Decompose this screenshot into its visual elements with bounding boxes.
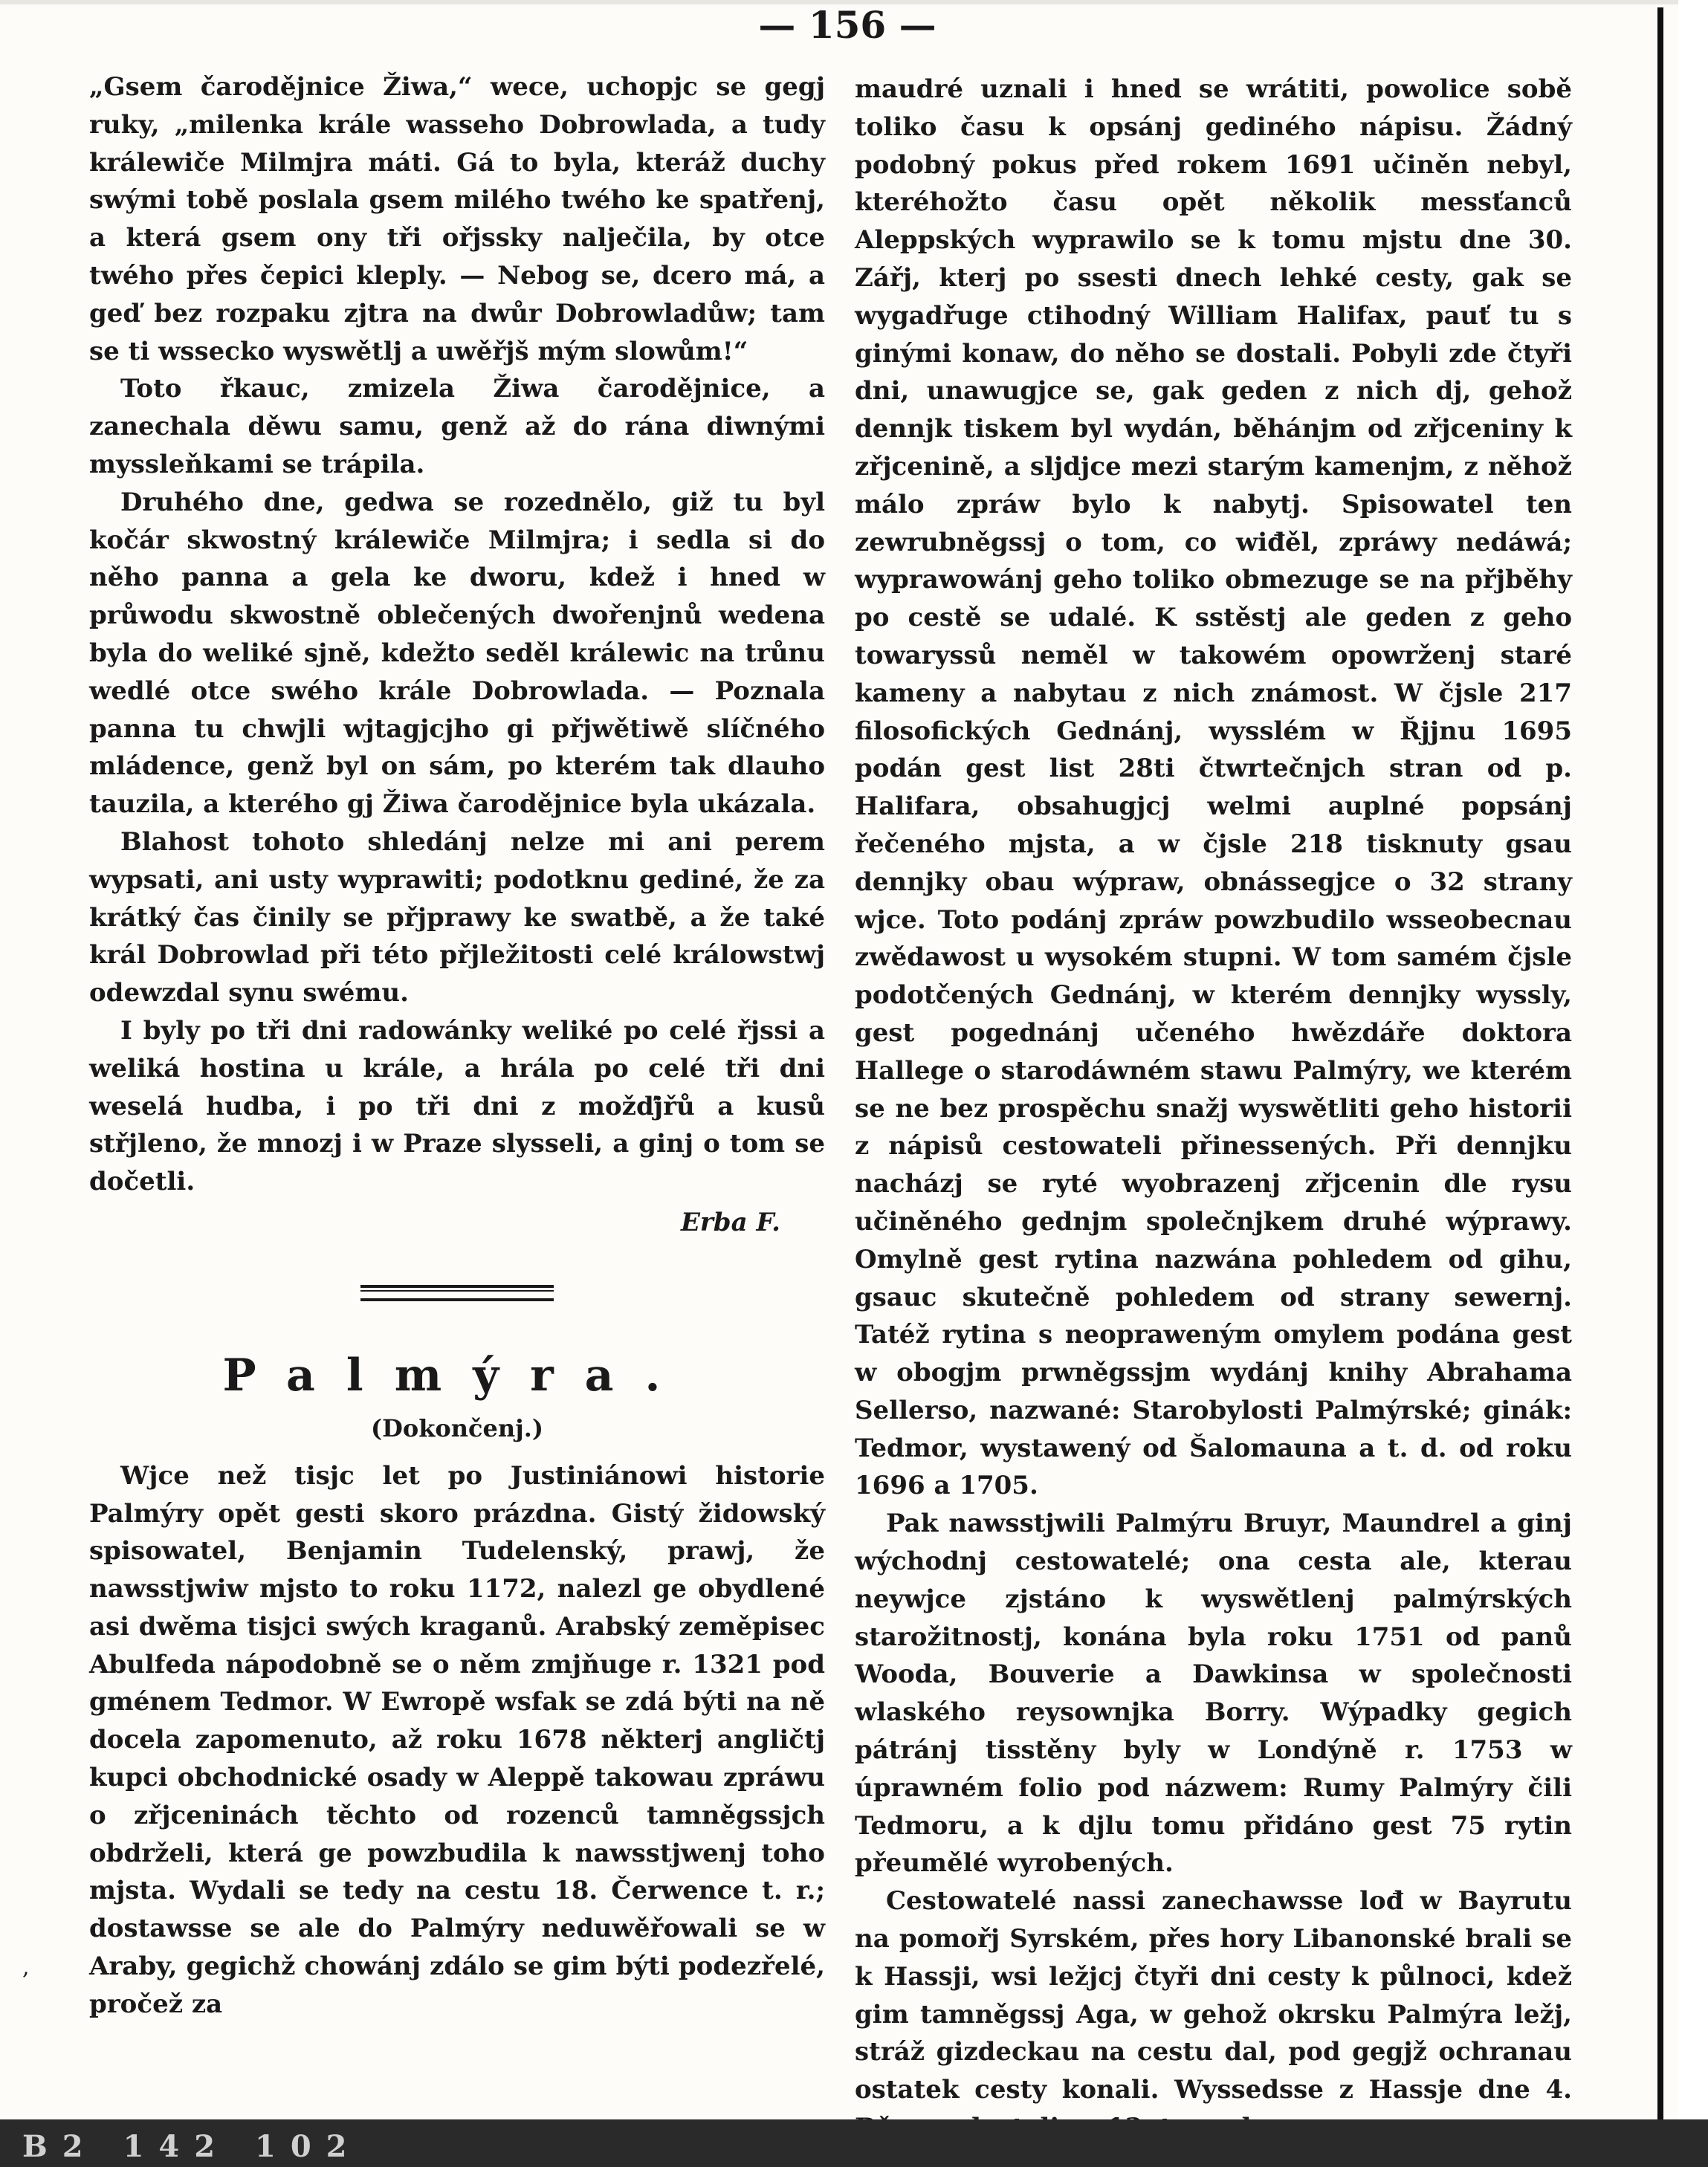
article-subtitle: (Dokončenj.) <box>371 1413 543 1442</box>
author-signature: Erba F. <box>680 1207 780 1237</box>
left-paragraph: I byly po tři dni radowánky weliké po celé řjssi a weliká hostina u krále, a hrála po celé tři dni weselá hudba, i po tři dni z možďjřů a kusů střjleno, že mnozj i w Praze slysseli, a ginj o tom se dočetli. <box>89 1015 825 1197</box>
left-paragraph: Blahost tohoto shledánj nelze mi ani perem wypsati, ani usty wyprawiti; podotknu gediné, že za krátký čas činily se přjprawy ke swatbě, a že také král Dobrowlad při této přjležitosti celé králowstwj odewzdal synu swému. <box>89 826 825 1008</box>
right-paragraph: maudré uznali i hned se wrátiti, powolice sobě toliko času k opsánj gediného nápisu. Žádný podobný pokus před rokem 1691 učiněn nebyl, kteréhožto času opět několik messťanců Aleppských wyprawilo se k tomu mjstu dne 30. Zářj, kterj po ssesti dnech lehké cesty, gak se wygadřuge ctihodný William Halifax, pauť tu s ginými konaw, do něho se dostali. Pobyli zde čtyři dni, unawugjce se, gak geden z nich dj, gehož dennjk tiskem byl wydán, běhánjm od zřjceniny k zřjcenině, a sljdjce mezi starým kamenjm, z něhož málo zpráw bylo k nabytj. Spisowatel ten zewrubněgssj o tom, co wiđěl, zpráwy nedáwá; wyprawowánj geho toliko obmezuge se na přjběhy po cestě se udalé. K sstěstj ale geden z geho towaryssů neměl w takowém opowrženj staré kameny a nabytau z nich známost. W čjsle 217 filosofických Gednánj, wysslém w Řjjnu 1695 podán gest list 28ti čtwrtečnjch stran od p. Halifara, obsahugjcj welmi auplné popsánj řečeného mjsta, a w čjsle 218 tisknuty gsau dennjky obau wýpraw, obnássegjce o 32 strany wjce. Toto podánj zpráw powzbudilo wsseobecnau zwědawost u wysokém stupni. W tom samém čjsle podotčených Gednánj, w kterém dennjky wyssly, gest pogednánj učeného hwězdáře doktora Hallege o starodáwném stawu Palmýry, we kterém se ne bez prospěchu snažj wyswětliti geho historii z nápisů cestowateli přinessených. Při dennjku nacházj se ryté wyobrazenj zřjcenin dle rysu učiněného gednjm společnjkem druhé wýprawy. Omylně gest rytina nazwána pohledem od gihu, gsauc skutečně pohledem od strany sewernj. Tatéž rytina s neopraweným omylem podána gest w obogjm prwněgssjm wydánj knihy Abrahama Sellerso, nazwané: Starobylosti Palmýrské; ginák: Tedmor, wystawený od Šalomauna a t. d. od roku 1696 a 1705. <box>855 74 1572 1501</box>
scan-edge-right <box>1678 0 1708 2167</box>
article-title: Palmýra. <box>222 1349 692 1402</box>
left-column <box>89 68 825 2024</box>
page-number: — 156 — <box>758 3 937 47</box>
right-paragraph: Pak nawsstjwili Palmýru Bruyr, Maundrel a ginj wýchodnj cestowatelé; ona cesta ale, kterau neywjce zjstáno k wyswětlenj palmýrských starožitnostj, konána byla roku 1751 od panů Wooda, Bouverie a Dawkinsa w společnosti wlaského reysownjka Borry. Wýpadky gegich pátránj tisstěny byly w Londýně r. 1753 w úprawném folio pod názwem: Rumy Palmýry čili Tedmoru, a k djlu tomu přidáno gest 75 rytin přeumělé wyrobených. <box>855 1509 1572 1879</box>
left-paragraph: Druhého dne, gedwa se rozednělo, giž tu byl kočár skwostný králewiče Milmjra; i sedla si do něho panna a gela ke dworu, kdež i hned w průwodu skwostně oblečených dwořenjnů wedena byla do weliké sjně, kdežto seděl králewic na trůnu wedlé otce swého krále Dobrowlada. — Poznala panna tu chwjli wjtagjcjho gi přjwětiwě slíčného mládence, genž byl on sám, po kterém tak dlauho tauzila, a kterého gj Žiwa čarodějnice byla ukázala. <box>89 487 825 820</box>
left-paragraph: Toto řkauc, zmizela Žiwa čarodějnice, a zanechala děwu samu, genž až do rána diwnými myssleňkami se trápila. <box>89 374 825 479</box>
stray-ink-mark: , <box>22 1954 30 1980</box>
left-paragraph: Wjce než tisjc let po Justiniánowi historie Palmýry opět gesti skoro prázdna. Gistý židowský spisowatel, Benjamin Tudelenský, prawj, že nawsstjwiw mjsto to roku 1172, nalezl ge obydlené asi dwěma tisjci swých kraganů. Arabský zeměpisec Abulfeda nápodobně se o něm zmjňuge r. 1321 pod gménem Tedmor. W Ewropě wsfak se zdá býti na ně docela zapomenuto, až roku 1678 některj angličtj kupci obchodnické osady w Aleppě takowau zpráwu o zřjceninách těchto od rozenců tamněgssjch obdrželi, která ge powzbudila k nawsstjwenj toho mjsta. Wydali se tedy na cestu 18. Čerwence t. r.; dostawsse se ale do Palmýry neduwěřowali se w Araby, gegichž chowánj zdálo se gim býti podezřelé, pročež za <box>89 1460 825 2019</box>
bottom-scan-strip <box>0 2119 1708 2167</box>
bottom-strip-text: B2 142 102 <box>22 2129 362 2164</box>
right-margin-rule <box>1657 7 1663 2163</box>
section-separator <box>360 1285 554 1301</box>
right-column <box>855 71 1572 2147</box>
right-paragraph: Cestowatelé nassi zanechawsse lođ w Bayrutu na pomořj Syrském, přes hory Libanonské brali se k Hassji, wsi ležjcj čtyři dni cesty k půlnoci, kdež gim tamněgssj Aga, w gehož okrsku Palmýra ležj, stráž gizdeckau na cestu dal, pod gegjž ochranau ostatek cesty konali. Wyssedsse z Hassje dne 4. <box>855 1886 1572 2105</box>
left-paragraph: „Gsem čarodějnice Žiwa,“ wece, uchopjc se gegj ruky, „milenka krále wasseho Dobrowlada, a tudy králewiče Milmjra máti. Gá to byla, kteráž duchy swými tobě poslala gsem milého twého ke spatřenj, a která gsem ony tři ořjssky nalječila, by otce twého přes čepici kleply. — Nebog se, dcero má, a geď bez rozpaku zjtra na dwůr Dobrowladůw; tam se ti wssecko wyswětlj a uwěřjš mým slowům!“ <box>89 72 825 366</box>
